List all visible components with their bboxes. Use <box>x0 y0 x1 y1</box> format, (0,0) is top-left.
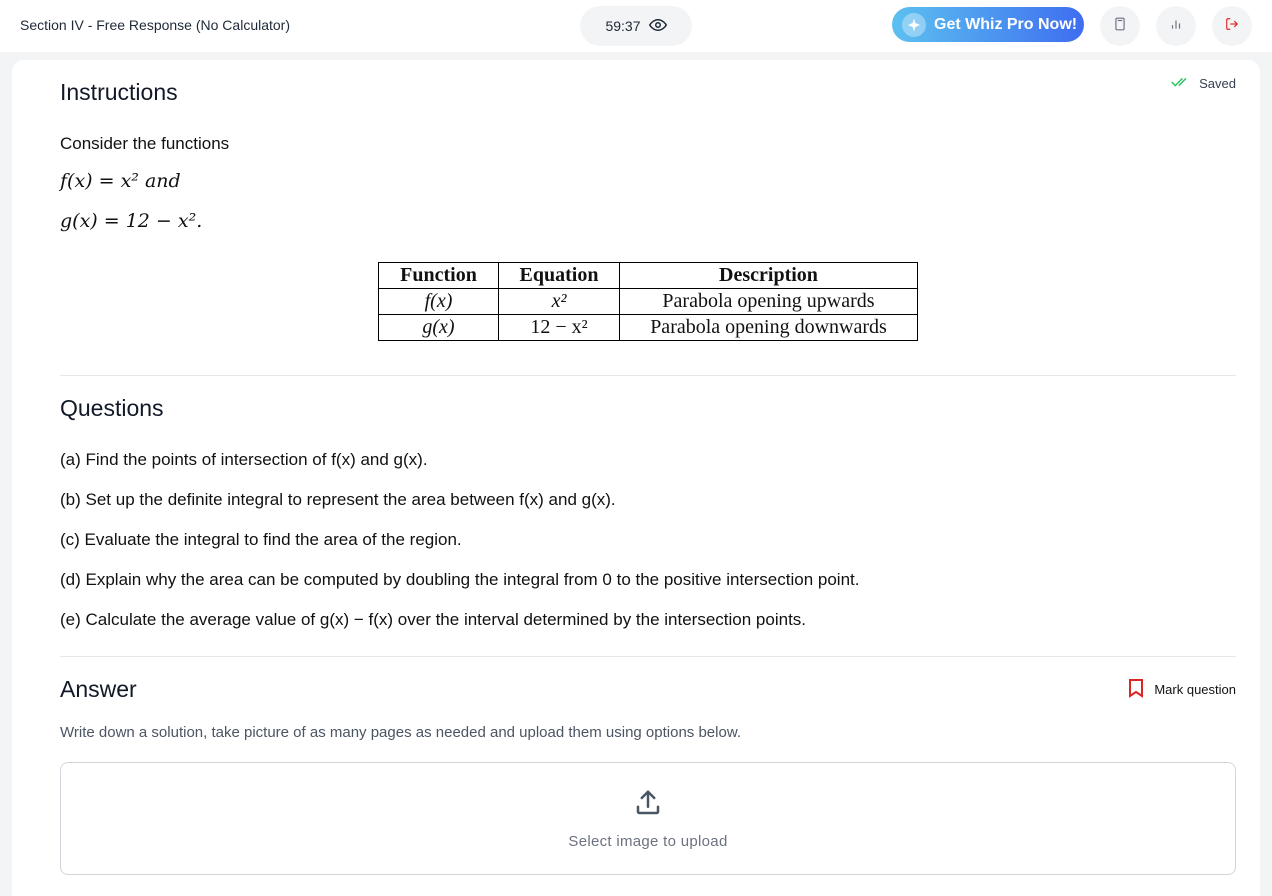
timer-value: 59:37 <box>605 18 641 34</box>
questions-heading: Questions <box>60 395 164 421</box>
table-cell: Parabola opening downwards <box>620 315 918 341</box>
table-cell: g(x) <box>379 315 499 341</box>
table-cell: x² <box>499 289 620 315</box>
question-item: (e) Calculate the average value of g(x) − f(x) over the interval determined by the intersection points. <box>60 610 807 629</box>
answer-heading: Answer <box>60 676 137 702</box>
table-row <box>379 315 918 341</box>
sparkle-icon <box>902 13 926 37</box>
mark-question-label: Mark question <box>1154 682 1236 697</box>
exit-button[interactable] <box>1212 6 1252 46</box>
saved-label: Saved <box>1199 76 1236 91</box>
double-check-icon <box>1171 75 1191 92</box>
table-header: Description <box>620 263 918 289</box>
calculator-icon <box>1113 17 1127 36</box>
function-table <box>378 262 918 341</box>
instructions-intro: Consider the functions <box>60 134 230 153</box>
question-item: (a) Find the points of intersection of f(x) and g(x). <box>60 450 428 469</box>
instructions-heading: Instructions <box>60 79 178 105</box>
upload-dropzone[interactable] <box>60 762 1236 875</box>
bookmark-icon <box>1128 678 1144 701</box>
mark-question-button[interactable] <box>1128 678 1236 701</box>
section-divider <box>60 656 1236 657</box>
answer-instruction: Write down a solution, take picture of as many pages as needed and upload them using options below. <box>60 724 741 741</box>
chart-icon <box>1169 17 1183 36</box>
f-definition: f(x) = x² and <box>60 170 181 192</box>
get-pro-label: Get Whiz Pro Now! <box>934 15 1078 33</box>
g-definition: g(x) = 12 − x². <box>60 210 203 232</box>
chart-button[interactable] <box>1156 6 1196 46</box>
question-item: (c) Evaluate the integral to find the area of the region. <box>60 530 462 549</box>
saved-status <box>1171 75 1236 92</box>
upload-label: Select image to upload <box>568 832 728 850</box>
get-pro-button[interactable] <box>892 7 1084 42</box>
question-item: (d) Explain why the area can be computed by doubling the integral from 0 to the positive intersection point. <box>60 570 860 589</box>
top-bar <box>0 0 1272 52</box>
table-header: Equation <box>499 263 620 289</box>
calculator-button[interactable] <box>1100 6 1140 46</box>
question-card <box>12 60 1260 896</box>
timer[interactable] <box>580 6 692 46</box>
section-divider <box>60 375 1236 376</box>
question-item: (b) Set up the definite integral to represent the area between f(x) and g(x). <box>60 490 616 509</box>
table-cell: Parabola opening upwards <box>620 289 918 315</box>
upload-icon <box>633 788 663 823</box>
section-title: Section IV - Free Response (No Calculator) <box>20 17 290 33</box>
table-header: Function <box>379 263 499 289</box>
exit-icon <box>1225 17 1239 36</box>
table-row <box>379 289 918 315</box>
table-cell: 12 − x² <box>499 315 620 341</box>
table-cell: f(x) <box>379 289 499 315</box>
eye-icon[interactable] <box>649 16 667 37</box>
